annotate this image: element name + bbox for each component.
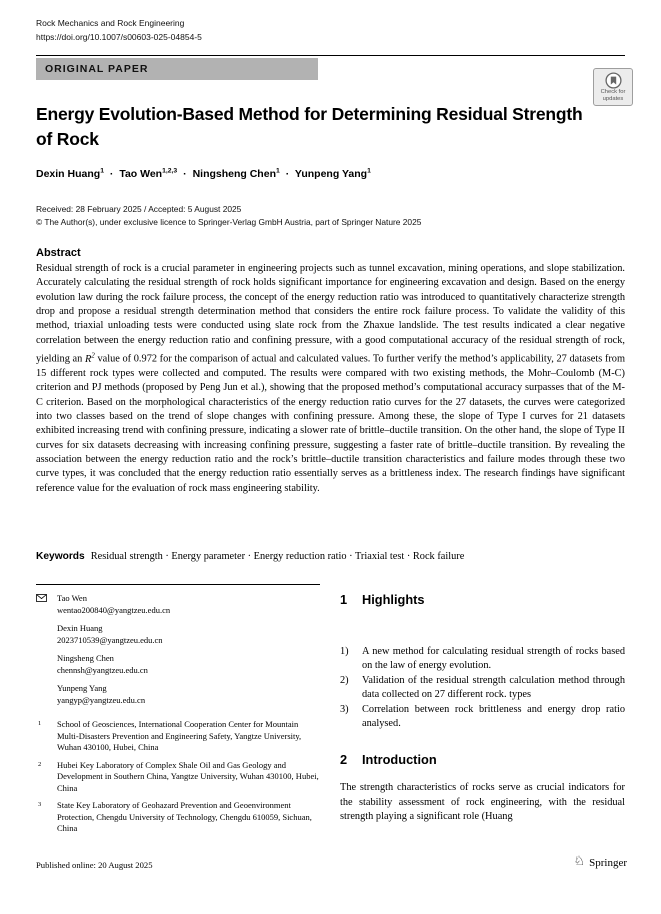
publisher-logo (573, 855, 627, 870)
highlight-text: A new method for calculating residual strength of rocks based on the law of energy evolution. (362, 646, 625, 672)
affiliation-text: School of Geosciences, International Cooperation Center for Mountain Multi-Disasters Prevention and Engineering Safety, Yangtze University, Wuhan 430100, Hubei, China (57, 719, 302, 752)
section-number: 1 (340, 592, 348, 607)
author-list (36, 167, 371, 180)
correspondence-entry (36, 593, 321, 616)
author-email[interactable]: yangyp@yangtzeu.edu.cn (57, 694, 146, 705)
affiliation-list (36, 719, 321, 835)
correspondence-text (57, 593, 170, 616)
affiliation (36, 760, 321, 795)
header-divider (36, 55, 625, 56)
highlight-text: Correlation between rock brittleness and energy drop ratio analysed. (362, 703, 625, 730)
affiliation-number: 1 (38, 720, 42, 727)
received-accepted-dates: Received: 28 February 2025 / Accepted: 5 August 2025 (36, 204, 242, 214)
section-heading-introduction (340, 752, 625, 767)
author-separator: · (285, 167, 290, 180)
article-type-banner (36, 58, 318, 80)
introduction-text: The strength characteristics of rocks serve as crucial indicators for the stability assessment of rock engineering, with the residual strength playing a significant role (Huang (340, 782, 625, 823)
highlight-number: 1) (340, 646, 349, 657)
springer-horse-icon: ♘ (573, 854, 586, 869)
spacer (36, 683, 57, 706)
affiliation-text: Hubei Key Laboratory of Complex Shale Oil and Gas Geology and Development in Southern China, Yangtze University, Wuhan 430100, Hubei, China (57, 759, 319, 793)
doi-link[interactable]: https://doi.org/10.1007/s00603-025-04854-5 (36, 32, 202, 42)
author-name: Ningsheng Chen (57, 653, 114, 663)
affiliation-text: State Key Laboratory of Geohazard Prevention and Geoenvironment Protection, Chengdu University of Technology, Chengdu 610059, Sichuan, China (57, 800, 312, 833)
author-name: Dexin Huang (57, 623, 103, 633)
envelope-icon (36, 593, 57, 616)
author: Dexin Huang$^1$ (36, 167, 104, 180)
author-separator: · (109, 167, 114, 180)
author-email[interactable]: chennsh@yangtzeu.edu.cn (57, 664, 148, 675)
page-title (36, 102, 611, 152)
highlight-number: 3) (340, 703, 349, 715)
title-line-2: of Rock (36, 129, 99, 149)
spacer (36, 653, 57, 676)
keywords-line (36, 551, 625, 562)
correspondence-entry (36, 683, 321, 706)
correspondence-entry (36, 653, 321, 676)
footnote-divider (36, 584, 320, 585)
correspondence-text (57, 683, 145, 706)
section-title: Introduction (362, 752, 437, 768)
keywords-text: Residual strength · Energy parameter · Energy reduction ratio · Triaxial test · Rock failure (90, 551, 465, 562)
author-email[interactable]: wentao200840@yangtzeu.edu.cn (57, 604, 171, 615)
section-heading-highlights (340, 592, 625, 607)
abstract-heading: Abstract (36, 247, 81, 259)
highlight-number: 2) (340, 674, 349, 686)
check-for-updates-label-2: updates (602, 95, 624, 102)
affiliation (36, 800, 321, 835)
spacer (36, 623, 57, 646)
author-name: Tao Wen (57, 593, 87, 603)
bookmark-circle-icon (605, 72, 622, 89)
author: Ningsheng Chen$^1$ (192, 167, 280, 180)
affiliation-number: 3 (38, 801, 42, 808)
check-for-updates-label-1: Check for (600, 89, 626, 95)
article-type-label: ORIGINAL PAPER (45, 63, 149, 75)
correspondence-text (57, 653, 148, 676)
author-email[interactable]: 2023710539@yangtzeu.edu.cn (57, 634, 163, 645)
author: Tao Wen$^{1,2,3}$ (119, 167, 178, 180)
highlight-text: Validation of the residual strength calculation method through data collected on 27 different rock. types (362, 674, 625, 701)
content-column (340, 584, 625, 825)
title-line-1: Energy Evolution-Based Method for Determining Residual Strength (36, 104, 583, 124)
check-for-updates-button[interactable] (593, 68, 633, 106)
section-title: Highlights (362, 592, 425, 607)
footnote-column (36, 584, 321, 841)
highlight-item (340, 674, 625, 703)
highlight-item (340, 645, 625, 674)
highlights-list (340, 645, 625, 731)
correspondence-text (57, 623, 163, 646)
section-number: 2 (340, 752, 348, 768)
journal-name: Rock Mechanics and Rock Engineering (36, 18, 185, 28)
published-online-date: Published online: 20 August 2025 (36, 860, 153, 870)
r-squared-symbol: $R^2$ (84, 351, 95, 365)
publisher-name: Springer (589, 856, 627, 869)
copyright-line: © The Author(s), under exclusive licence to Springer-Verlag GmbH Austria, part of Springer Nature 2025 (36, 217, 422, 227)
abstract-text: Residual strength of rock is a crucial parameter in engineering projects such as tunnel excavation, mining operations, and slope stabilization. Accurately calculating the residual strength of rock holds significant importance for engineering excavation and design. Based on the energy evolution law during the rock failure process, the concept of the energy reduction ratio was introduced to quantitatively characterize strength drop and propose a residual strength determination method that considers the entire rock failure process. To validate the validity of this method, triaxial unloading tests were conducted using slate rock from the Zhaxue landslide. The test results indicated a clear negative correlation between the energy reduction ratio and confining pressure, with a good computational accuracy of the residual strength of rock, yielding an $R^2$ value of 0.972 for the comparison of actual and calculated values. To further verify the method’s applicability, 27 datasets from 15 different rock types were collected and computed. The results were compared with two existing methods, the Mohr–Coulomb (M-C) criterion and PJ methods (proposed by Peng Jun et al.), showing that the proposed method’s computational accuracy surpasses that of the M-C criterion. Based on the morphological characteristics of the energy reduction ratio curves for the 27 datasets, the curves were categorized into two classes based on the trend of slope changes with confining pressure. Among these, the slope of Type I curves for 21 datasets exhibited increasing trend with confining pressure, indicating a slower rate of brittle–ductile transition. On the other hand, the slope of Type II curves for six datasets decreasing with increasing confining pressure, suggesting a faster rate of brittle–ductile transition. By revealing the association between the energy reduction ratio and the rock’s brittle–ductile transition characteristics and failure modes through these two curve types, it was concluded that the energy reduction ratio essentially serves as a brittleness index. The research findings have significant reference value for the evaluation of rock mass engineering stability. (36, 263, 625, 494)
highlight-item (340, 703, 625, 732)
keywords-label: Keywords (36, 551, 85, 562)
affiliation-number: 2 (38, 760, 42, 768)
correspondence-entry (36, 623, 321, 646)
author-name: Yunpeng Yang (57, 683, 107, 693)
author-separator: · (183, 167, 187, 180)
affiliation (36, 719, 321, 754)
author: Yunpeng Yang$^1$ (294, 167, 371, 180)
